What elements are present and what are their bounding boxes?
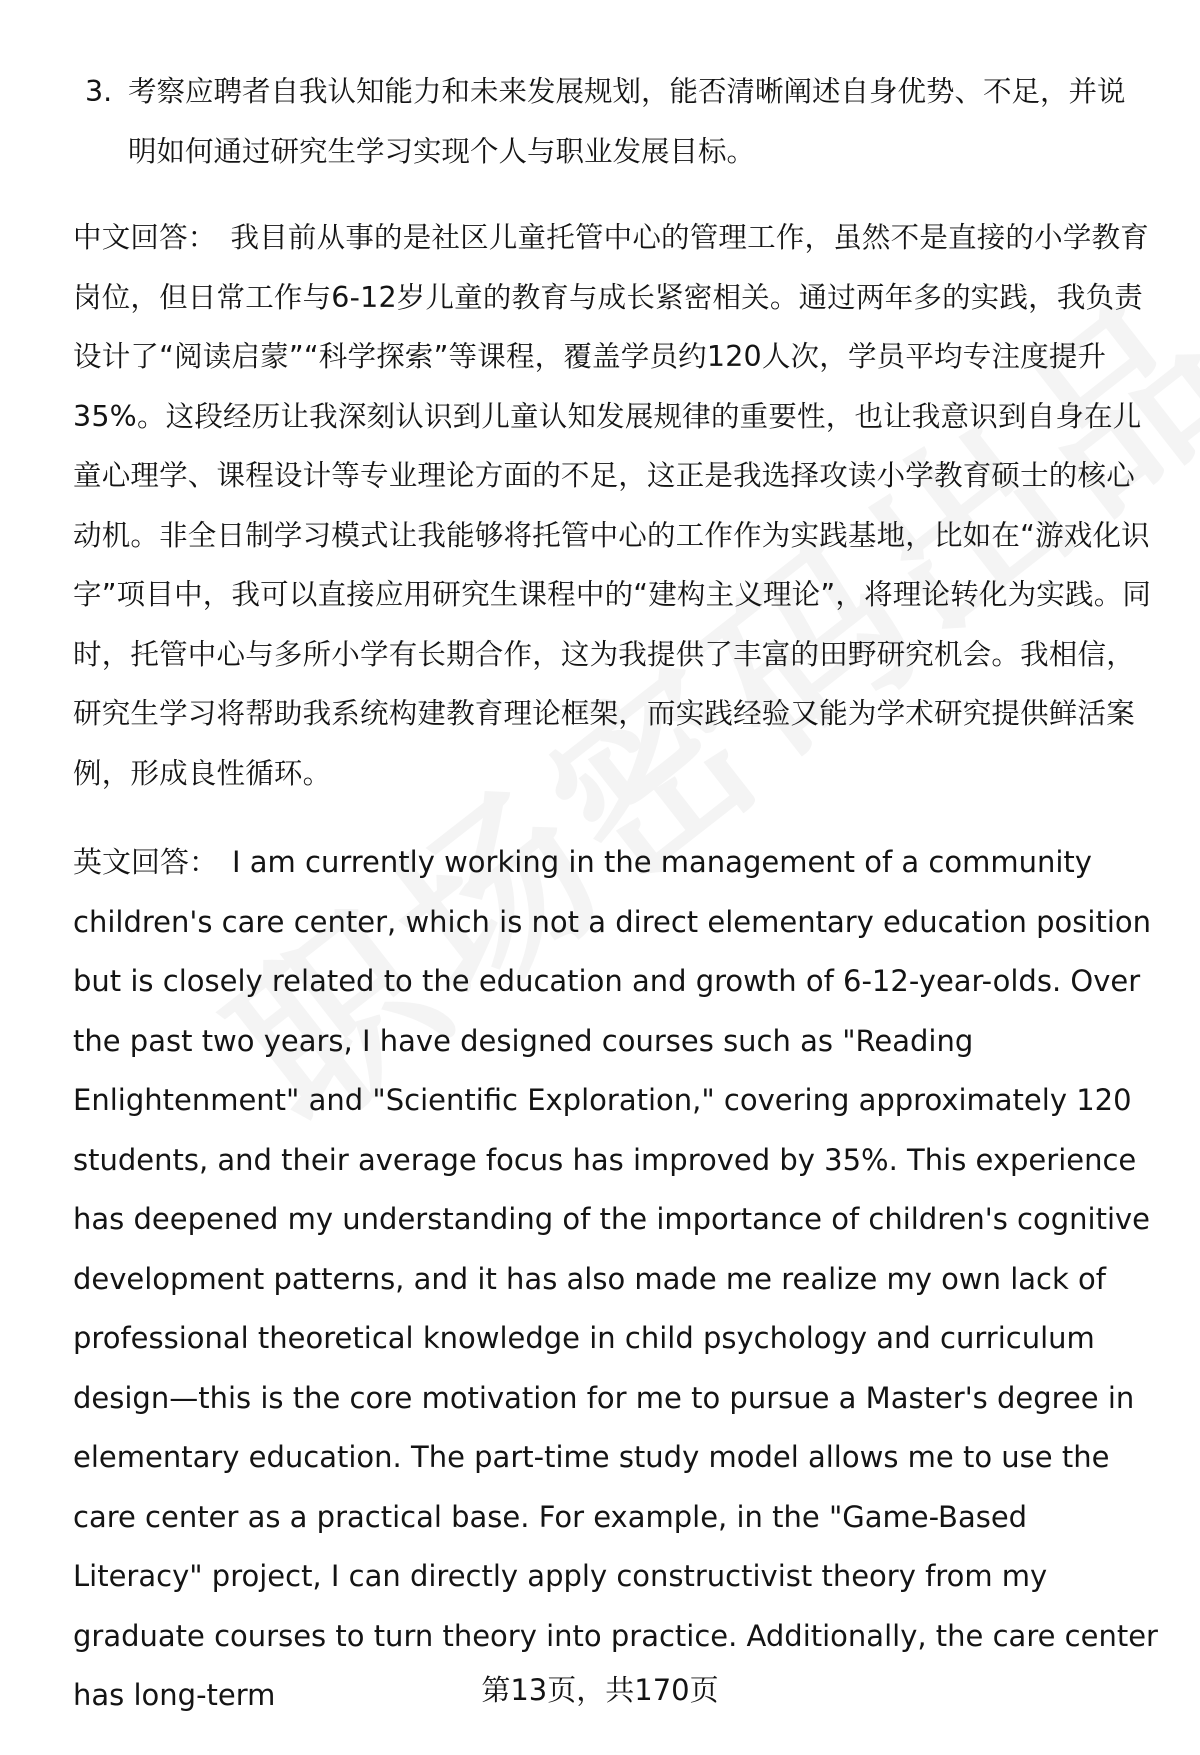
question-text: 考察应聘者自我认知能力和未来发展规划，能否清晰阐述自身优势、不足，并说明如何通过研究生学习实现个人与职业发展目标。 bbox=[128, 75, 1126, 168]
chinese-answer-text: 我目前从事的是社区儿童托管中心的管理工作，虽然不是直接的小学教育岗位，但日常工作与6-12岁儿童的教育与成长紧密相关。通过两年多的实践，我负责设计了“阅读启蒙”“科学探索”等课程，覆盖学员约120人次，学员平均专注度提升35%。这段经历让我深刻认识到儿童认知发展规律的重要性，也让我意识到自身在儿童心理学、课程设计等专业理论方面的不足，这正是我选择攻读小学教育硕士的核心动机。非全日制学习模式让我能够将托管中心的工作作为实践基地，比如在“游戏化识字”项目中，我可以直接应用研究生课程中的“建构主义理论”，将理论转化为实践。同时，托管中心与多所小学有长期合作，这为我提供了丰富的田野研究机会。我相信，研究生学习将帮助我系统构建教育理论框架，而实践经验又能为学术研究提供鲜活案例，形成良性循环。 bbox=[73, 221, 1152, 790]
english-answer-label: 英文回答： bbox=[73, 845, 219, 879]
chinese-answer-label: 中文回答： bbox=[73, 221, 217, 254]
chinese-answer-paragraph bbox=[73, 208, 1158, 803]
english-answer-paragraph bbox=[73, 833, 1158, 1726]
question-number: 3. bbox=[85, 75, 113, 108]
page-number-footer: 第13页，共170页 bbox=[481, 1673, 719, 1707]
question-item bbox=[85, 62, 1145, 182]
english-answer-text: I am currently working in the management of a community children's care center, which is not a direct elementary education position but is closely related to the education and growth of 6-12-year-olds. Over the past two years, I have designed courses such as "Reading Enlightenment" and "Scientific Exploration," covering approximately 120 students, and their average focus has improved by 35%. This experience has deepened my understanding of the importance of children's cognitive development patterns, and it has also made me realize my own lack of professional theoretical knowledge in child psychology and curriculum design—this is the core motivation for me to pursue a Master's degree in elementary education. The part-time study model allows me to use the care center as a practical base. For example, in the "Game-Based Literacy" project, I can directly apply constructivist theory from my graduate courses to turn theory into practice. Additionally, the care center has long-term bbox=[73, 845, 1158, 1712]
